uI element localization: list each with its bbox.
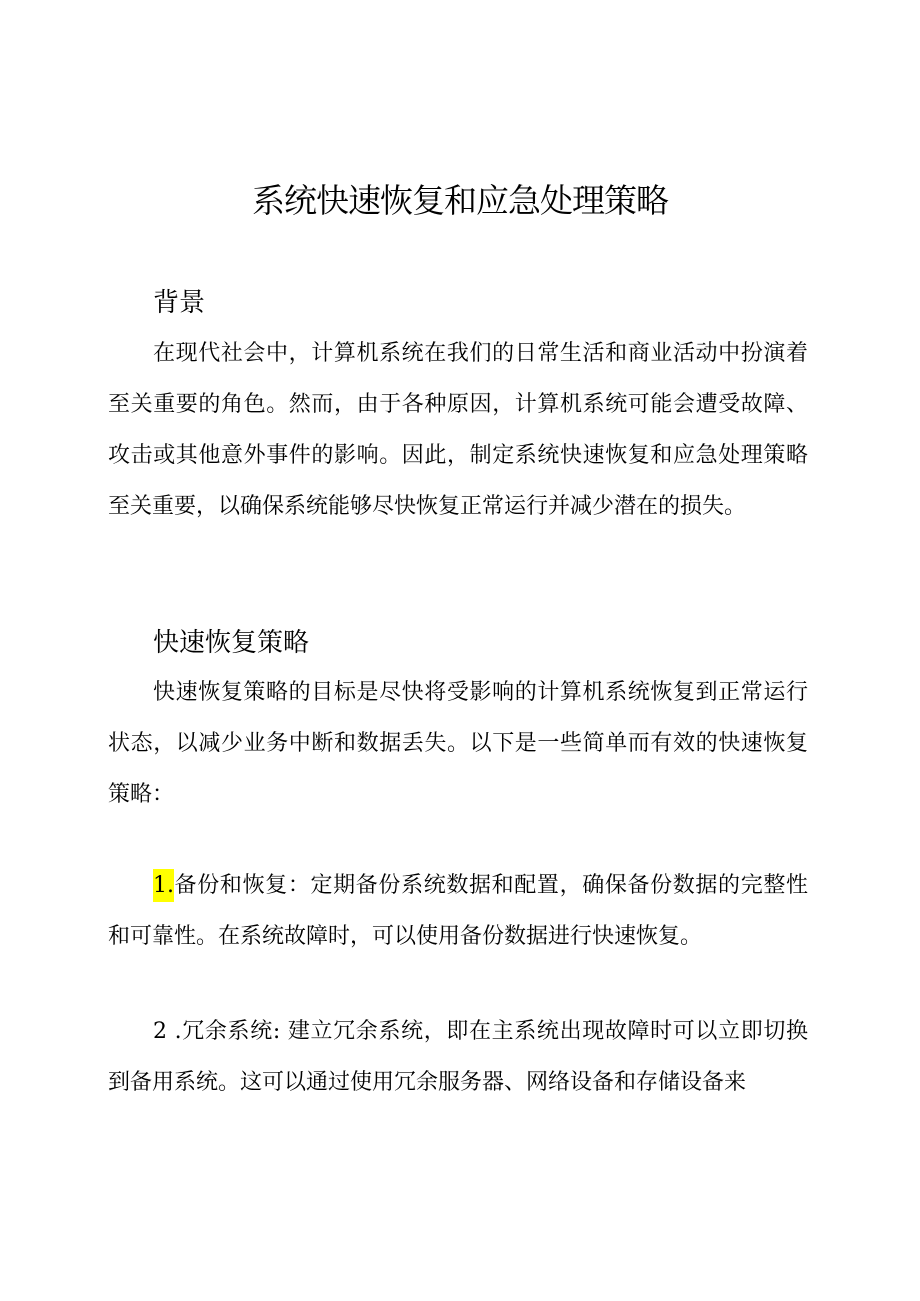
section-heading-quick-recovery: 快速恢复策略 — [153, 628, 310, 658]
list-item-text: 备份和恢复：定期备份系统数据和配置，确保备份数据的完整性和可靠性。在系统故障时，可以使用备份数据进行快速恢复。 — [108, 873, 808, 949]
quick-recovery-paragraph: 快速恢复策略的目标是尽快将受影响的计算机系统恢复到正常运行状态，以减少业务中断和数据丢失。以下是一些简单而有效的快速恢复策略： — [108, 680, 808, 807]
list-item-redundancy — [108, 1006, 808, 1108]
document-title: 系统快速恢复和应急处理策略 — [252, 181, 668, 220]
background-paragraph: 在现代社会中，计算机系统在我们的日常生活和商业活动中扮演着至关重要的角色。然而，由于各种原因，计算机系统可能会遭受故障、攻击或其他意外事件的影响。因此，制定系统快速恢复和应急处理策略至关重要，以确保系统能够尽快恢复正常运行并减少潜在的损失。 — [108, 341, 808, 519]
section-heading-background: 背景 — [153, 288, 206, 318]
list-item-number: 2 . — [153, 1019, 182, 1044]
list-item-number-highlight: 1. — [153, 869, 174, 902]
list-item-backup — [108, 860, 808, 962]
list-item-text: 冗余系统: 建立冗余系统，即在主系统出现故障时可以立即切换到备用系统。这可以通过使用冗余服务器、网络设备和存储设备来 — [108, 1019, 808, 1095]
